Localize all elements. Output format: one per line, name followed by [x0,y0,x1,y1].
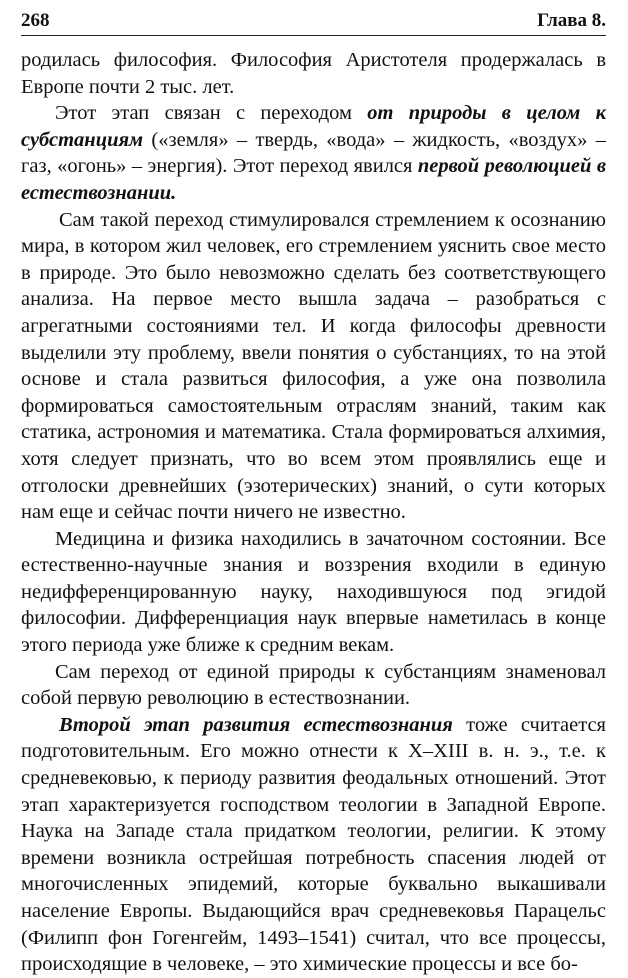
paragraph [21,712,606,978]
emphasis-text: от природы в целом к субстанциям [21,102,606,151]
text-run: родилась философия. Философия Аристотеля продержалась в Европе почти 2 тыс. лет. [21,49,606,98]
text-run: Сам переход от единой природы к субстанциям знаменовал собой первую революцию в естествознании. [21,660,606,710]
paragraph [21,659,606,712]
running-header [21,10,606,36]
paragraph [21,47,606,100]
paragraph [21,100,606,206]
emphasis-text: первой революцией в естествознании. [21,155,607,204]
page-number: 268 [21,10,50,31]
text-run: Медицина и физика находились в зачаточном состоянии. Все естественно-научные знания и воззрения входили в единую недифференцированную науку, находившуюся под эгидой философии. Дифференциация наук впервые наметилась в конце этого периода уже ближе к средним векам. [21,527,606,657]
text-run: Сам такой переход стимулировался стремлением к осознанию мира, в котором жил человек, его стремлением уяснить свое место в природе. Это было невозможно сделать без соответствующего анализа. На первое место вышла задача – разобраться с агрегатными состояниями тел. И когда философы древности выделили эту проблему, ввели понятия о субстанциях, то на этой основе и стала развиться философия, а уже она позволила формироваться самостоятельным отраслям знаний, таким как статика, астрономия и математика. Стала формироваться алхимия, хотя следует признать, что во всем этом проявлялись еще и отголоски древнейших (эзотерических) знаний, о сути которых нам еще и сейчас почти ничего не известно. [21,208,606,524]
text-run: тоже считается подготовительным. Его можно отнести к X–XIII в. н. э., т.е. к средневековью, к периоду развития феодальных отношений. Этот этап характеризуется господством теологии в Западной Европе. Наука на Западе стала придатком теологии, религии. К этому времени возникла острейшая потребность спасения людей от многочисленных эпидемий, которые буквально выкашивали население Европы. Выдающийся врач средневековья Парацельс (Филипп фон Гогенгейм, 1493–1541) считал, что все процессы, происходящие в человеке, – это химические процессы и все бо- [21,713,606,976]
body-text [21,47,606,978]
paragraph [21,526,606,659]
emphasis-text: Второй этап развития естествознания [59,713,453,736]
paragraph [21,207,606,526]
text-run: («земля» – твердь, «вода» – жидкость, «воздух» – газ, «огонь» – энергия). Этот переход явился [21,128,606,178]
text-run: Этот этап связан с переходом [55,102,368,125]
chapter-title: Глава 8. [537,10,606,31]
